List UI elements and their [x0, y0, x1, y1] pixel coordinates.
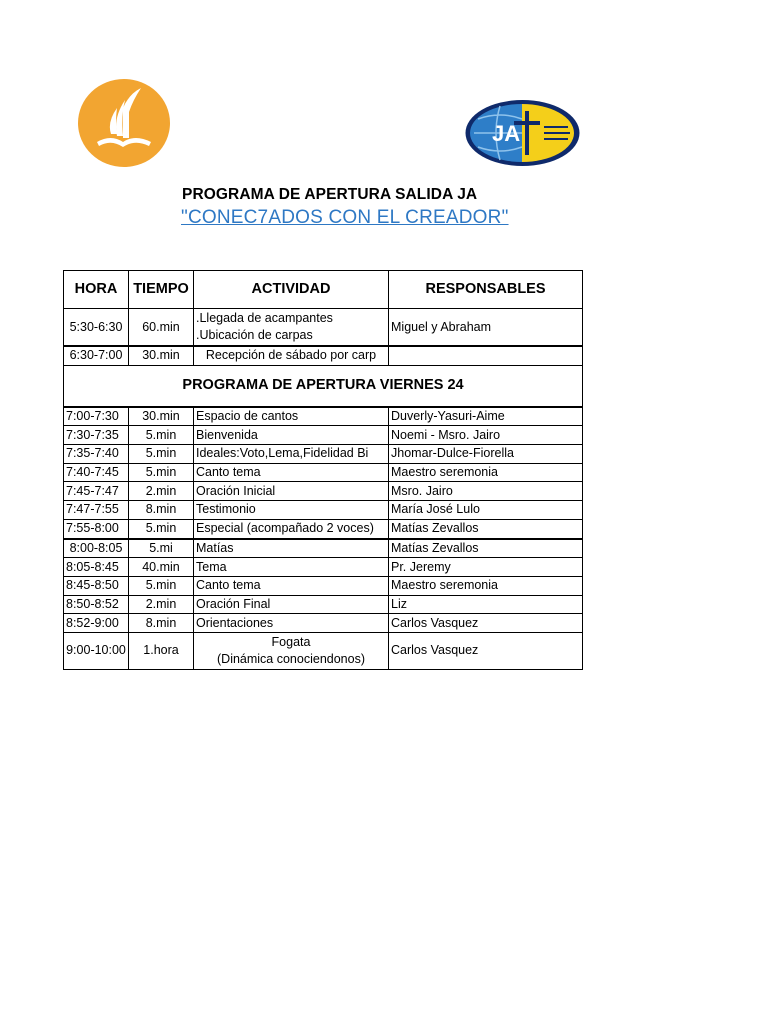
- table-row: [64, 519, 583, 538]
- cell-actividad: Oración Inicial: [194, 482, 389, 501]
- actividad-line: .Llegada de acampantes: [196, 311, 333, 325]
- cell-responsables: Liz: [389, 595, 583, 614]
- actividad-line: Fogata: [271, 634, 311, 649]
- cell-responsables: Carlos Vasquez: [389, 632, 583, 669]
- table-row: [64, 426, 583, 445]
- table-row: [64, 558, 583, 577]
- cell-actividad: Espacio de cantos: [194, 407, 389, 426]
- cell-tiempo: 2.min: [129, 595, 194, 614]
- cell-hora: 9:00-10:00: [64, 632, 129, 669]
- cell-hora: 7:30-7:35: [64, 426, 129, 445]
- cell-responsables: Duverly-Yasuri-Aime: [389, 407, 583, 426]
- cell-tiempo: 5.min: [129, 445, 194, 464]
- table-row: [64, 576, 583, 595]
- table-row: [64, 632, 583, 669]
- cell-tiempo: 5.min: [129, 519, 194, 538]
- cell-actividad: Orientaciones: [194, 614, 389, 633]
- table-row: [64, 309, 583, 347]
- column-header-actividad: ACTIVIDAD: [194, 271, 389, 309]
- cell-responsables: Matías Zevallos: [389, 519, 583, 538]
- cell-hora: 7:35-7:40: [64, 445, 129, 464]
- schedule-body: [64, 407, 583, 633]
- cell-actividad: Testimonio: [194, 501, 389, 520]
- column-header-tiempo: TIEMPO: [129, 271, 194, 309]
- cell-responsables: Matías Zevallos: [389, 539, 583, 558]
- cell-tiempo: 5.mi: [129, 539, 194, 558]
- cell-hora: 8:00-8:05: [64, 539, 129, 558]
- cell-responsables: Miguel y Abraham: [389, 309, 583, 347]
- cell-tiempo: 30.min: [129, 346, 194, 365]
- section-title: PROGRAMA DE APERTURA VIERNES 24: [64, 365, 583, 407]
- cell-tiempo: 2.min: [129, 482, 194, 501]
- cell-hora: 8:45-8:50: [64, 576, 129, 595]
- cell-responsables: Pr. Jeremy: [389, 558, 583, 577]
- cell-responsables: Maestro seremonia: [389, 463, 583, 482]
- cell-tiempo: 8.min: [129, 501, 194, 520]
- table-row: [64, 501, 583, 520]
- cell-responsables: María José Lulo: [389, 501, 583, 520]
- cell-actividad: [194, 632, 389, 669]
- cell-hora: 7:45-7:47: [64, 482, 129, 501]
- table-row: [64, 482, 583, 501]
- cell-hora: 8:52-9:00: [64, 614, 129, 633]
- event-subtitle: "CONEC7ADOS CON EL CREADOR": [181, 207, 509, 228]
- cell-actividad: Tema: [194, 558, 389, 577]
- cell-responsables: Noemi - Msro. Jairo: [389, 426, 583, 445]
- cell-tiempo: 60.min: [129, 309, 194, 347]
- cell-responsables: [389, 346, 583, 365]
- cell-tiempo: 5.min: [129, 463, 194, 482]
- cell-hora: 7:00-7:30: [64, 407, 129, 426]
- column-header-hora: HORA: [64, 271, 129, 309]
- table-row: [64, 614, 583, 633]
- cell-tiempo: 40.min: [129, 558, 194, 577]
- cell-tiempo: 1.hora: [129, 632, 194, 669]
- adventist-logo: [77, 78, 171, 168]
- cell-hora: 5:30-6:30: [64, 309, 129, 347]
- cell-hora: 7:47-7:55: [64, 501, 129, 520]
- cell-tiempo: 5.min: [129, 426, 194, 445]
- cell-tiempo: 30.min: [129, 407, 194, 426]
- table-row: [64, 595, 583, 614]
- table-header-row: [64, 271, 583, 309]
- cell-tiempo: 5.min: [129, 576, 194, 595]
- actividad-line: .Ubicación de carpas: [196, 328, 313, 342]
- cell-actividad: Ideales:Voto,Lema,Fidelidad Bi: [194, 445, 389, 464]
- cell-hora: 7:40-7:45: [64, 463, 129, 482]
- cell-actividad: Canto tema: [194, 576, 389, 595]
- cell-actividad: Oración Final: [194, 595, 389, 614]
- cell-responsables: Carlos Vasquez: [389, 614, 583, 633]
- cell-actividad: [194, 309, 389, 347]
- actividad-line: (Dinámica conociendonos): [217, 651, 365, 666]
- table-row: [64, 445, 583, 464]
- section-header-row: [64, 365, 583, 407]
- cell-tiempo: 8.min: [129, 614, 194, 633]
- table-row: [64, 407, 583, 426]
- column-header-responsables: RESPONSABLES: [389, 271, 583, 309]
- cell-responsables: Msro. Jairo: [389, 482, 583, 501]
- cell-hora: 8:50-8:52: [64, 595, 129, 614]
- schedule-table: [63, 270, 583, 670]
- ja-logo: [464, 99, 581, 167]
- table-row: [64, 346, 583, 365]
- table-row: [64, 463, 583, 482]
- cell-actividad: Especial (acompañado 2 voces): [194, 519, 389, 538]
- cell-actividad: Matías: [194, 539, 389, 558]
- cell-responsables: Maestro seremonia: [389, 576, 583, 595]
- cell-actividad: Recepción de sábado por carp: [194, 346, 389, 365]
- cell-actividad: Canto tema: [194, 463, 389, 482]
- document-title: PROGRAMA DE APERTURA SALIDA JA: [182, 186, 478, 203]
- table-row: [64, 539, 583, 558]
- cell-responsables: Jhomar-Dulce-Fiorella: [389, 445, 583, 464]
- cell-hora: 8:05-8:45: [64, 558, 129, 577]
- cell-hora: 7:55-8:00: [64, 519, 129, 538]
- cell-hora: 6:30-7:00: [64, 346, 129, 365]
- svg-text:JA: JA: [492, 121, 521, 146]
- cell-actividad: Bienvenida: [194, 426, 389, 445]
